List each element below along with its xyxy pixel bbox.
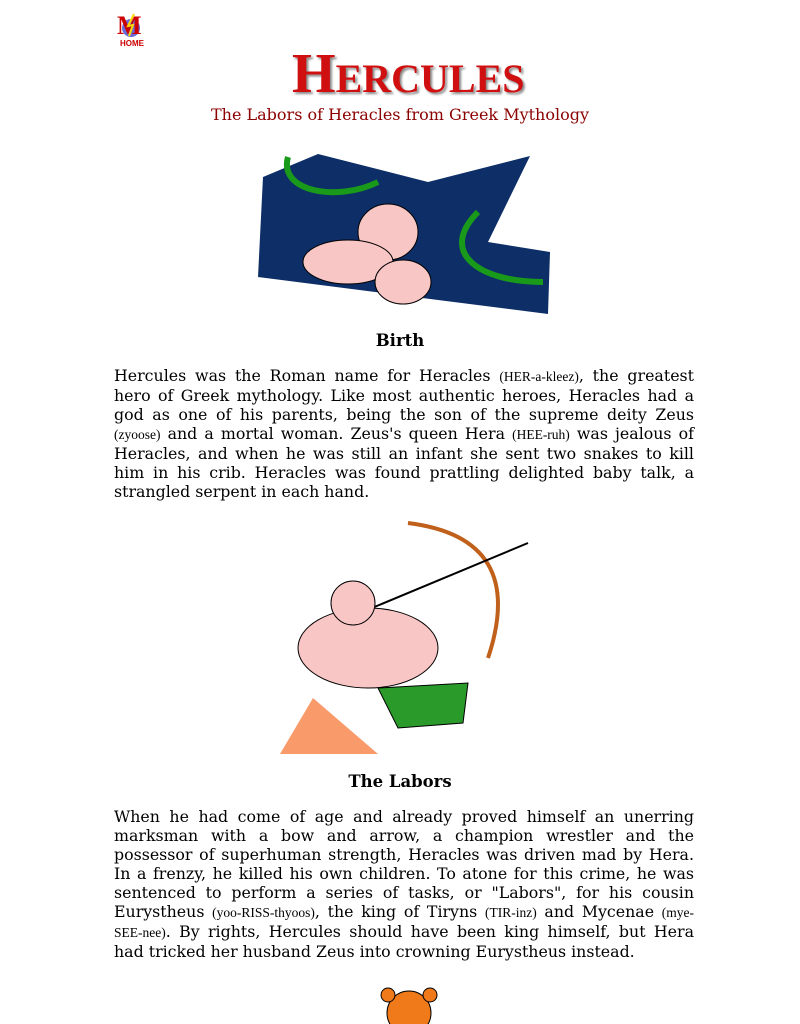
text-segment: . By rights, Hercules should have been king himself, but Hera had tricked her husband Zeus into crowning Eurystheus instead. [114, 922, 694, 961]
text-segment: and Mycenae [536, 902, 662, 921]
section-title-labors: The Labors [348, 772, 452, 791]
page-subtitle: The Labors of Heracles from Greek Mythology [210, 105, 590, 124]
home-label: HOME [120, 39, 144, 48]
pronunciation: (mye-SEE-nee) [114, 905, 694, 940]
home-link[interactable] [114, 10, 150, 50]
hercules-archer-image [278, 518, 530, 755]
baby-hercules-image [258, 152, 550, 314]
birth-paragraph [114, 366, 694, 501]
text-segment: , the greatest hero of Greek mythology. Like most authentic heroes, Heracles had a god as one of his parents, being the son of the supreme deity Zeus [114, 366, 694, 424]
text-segment: and a mortal woman. Zeus's queen Hera [160, 424, 513, 443]
site-logo-icon [114, 10, 150, 40]
pronunciation: (HEE-ruh) [512, 427, 570, 442]
pronunciation: (zyoose) [114, 427, 161, 442]
text-segment: was jealous of Heracles, and when he was still an infant she sent two snakes to kill him in his crib. Heracles was found prattling delighted baby talk, a strangled serpent in each hand. [114, 424, 694, 501]
section-title-birth: Birth [375, 331, 425, 350]
text-segment: Hercules was the Roman name for Heracles [114, 366, 500, 385]
pronunciation: (HER-a-kleez) [499, 369, 579, 384]
nemean-lion-image [378, 985, 440, 1024]
pronunciation: (yoo-RISS-thyoos) [212, 905, 315, 920]
svg-text:M: M [117, 11, 142, 40]
labors-paragraph [114, 807, 694, 961]
text-segment: , the king of Tiryns [314, 902, 485, 921]
hercules-logo: HERCULES [292, 43, 525, 105]
text-segment: When he had come of age and already proved himself an unerring marksman with a bow and arrow, a champion wrestler and the possessor of superhuman strength, Heracles was driven mad by Hera. In a frenzy, he killed his own children. To atone for this crime, he was sentenced to perform a series of tasks, or "Labors", for his cousin Eurystheus [114, 807, 694, 921]
pronunciation: (TIR-inz) [484, 905, 537, 920]
